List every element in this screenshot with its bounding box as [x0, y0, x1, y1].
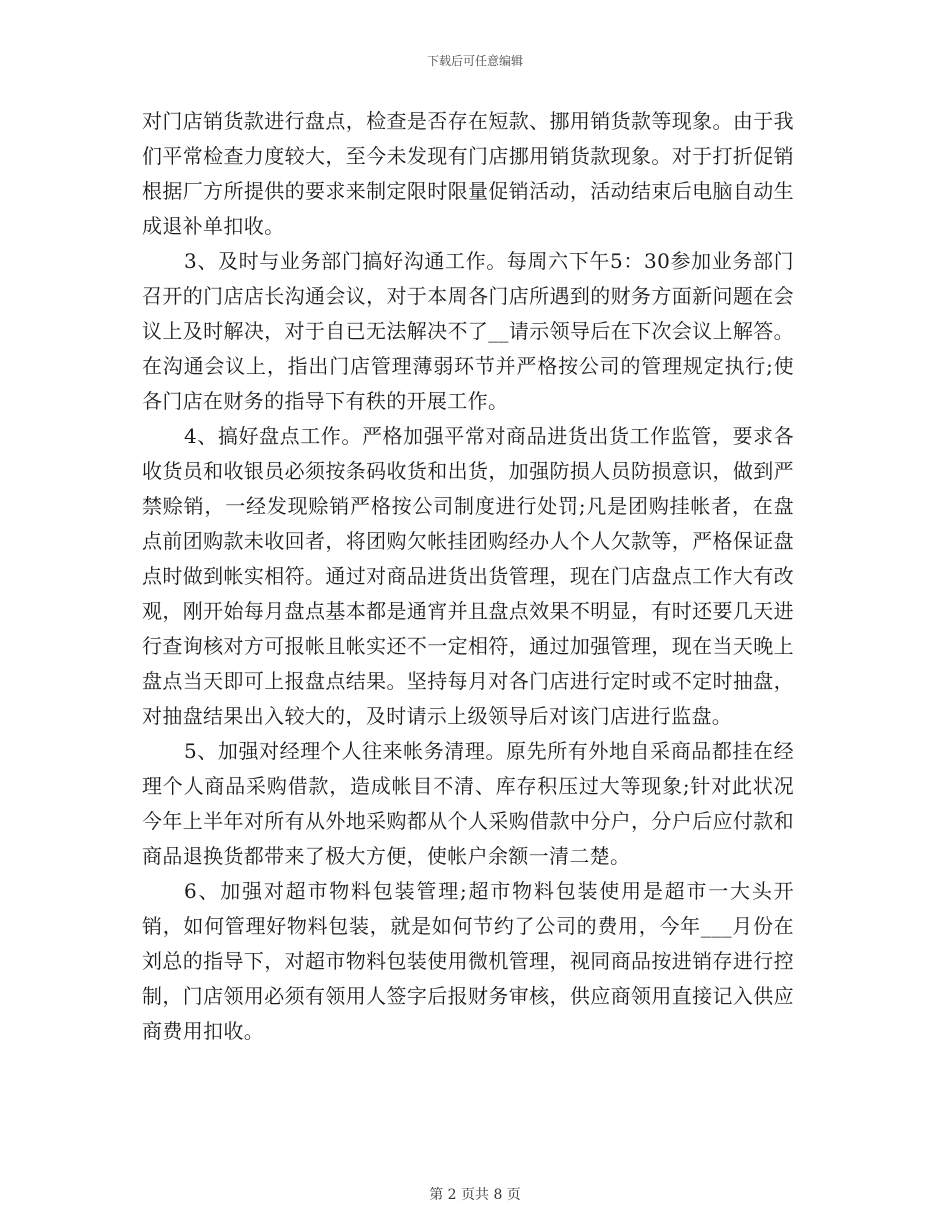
- paragraph-item-5: 5、加强对经理个人往来帐务清理。原先所有外地自采商品都挂在经理个人商品采购借款，造成帐目不清、库存积压过大等现象;针对此状况今年上半年对所有从外地采购都从个人采购借款中分户，分户后应付款和商品退换货都带来了极大方便，使帐户余额一清二楚。: [142, 739, 794, 868]
- paragraph-item-4: 4、搞好盘点工作。严格加强平常对商品进货出货工作监管，要求各收货员和收银员必须按条码收货和出货，加强防损人员防损意识，做到严禁赊销，一经发现赊销严格按公司制度进行处罚;凡是团购挂帐者，在盘点前团购款未收回者，将团购欠帐挂团购经办人个人欠款等，严格保证盘点时做到帐实相符。通过对商品进货出货管理，现在门店盘点工作大有改观，刚开始每月盘点基本都是通宵并且盘点效果不明显，有时还要几天进行查询核对方可报帐且帐实还不一定相符，通过加强管理，现在当天晚上盘点当天即可上报盘点结果。坚持每月对各门店进行定时或不定时抽盘，对抽盘结果出入较大的，及时请示上级领导后对该门店进行监盘。: [142, 424, 794, 728]
- paragraph-continuation: 对门店销货款进行盘点，检查是否存在短款、挪用销货款等现象。由于我们平常检查力度较大，至今未发现有门店挪用销货款现象。对于打折促销根据厂方所提供的要求来制定限时限量促销活动，活动结束后电脑自动生成退补单扣收。: [142, 109, 794, 238]
- paragraph-item-6: 6、加强对超市物料包装管理;超市物料包装使用是超市一大头开销，如何管理好物料包装，就是如何节约了公司的费用，今年___月份在刘总的指导下，对超市物料包装使用微机管理，视同商品按进销存进行控制，门店领用必须有领用人签字后报财务审核，供应商领用直接记入供应商费用扣收。: [142, 879, 794, 1043]
- paragraph-item-3: 3、及时与业务部门搞好沟通工作。每周六下午5：30参加业务部门召开的门店店长沟通会议，对于本周各门店所遇到的财务方面新问题在会议上及时解决，对于自已无法解决不了__请示领导后在下次会议上解答。在沟通会议上，指出门店管理薄弱环节并严格按公司的管理规定执行;使各门店在财务的指导下有秩的开展工作。: [142, 249, 794, 413]
- page-number-footer: 第 2 页共 8 页: [429, 1187, 521, 1203]
- document-body: [142, 104, 794, 1049]
- page-header: 下载后可任意编辑: [426, 54, 523, 68]
